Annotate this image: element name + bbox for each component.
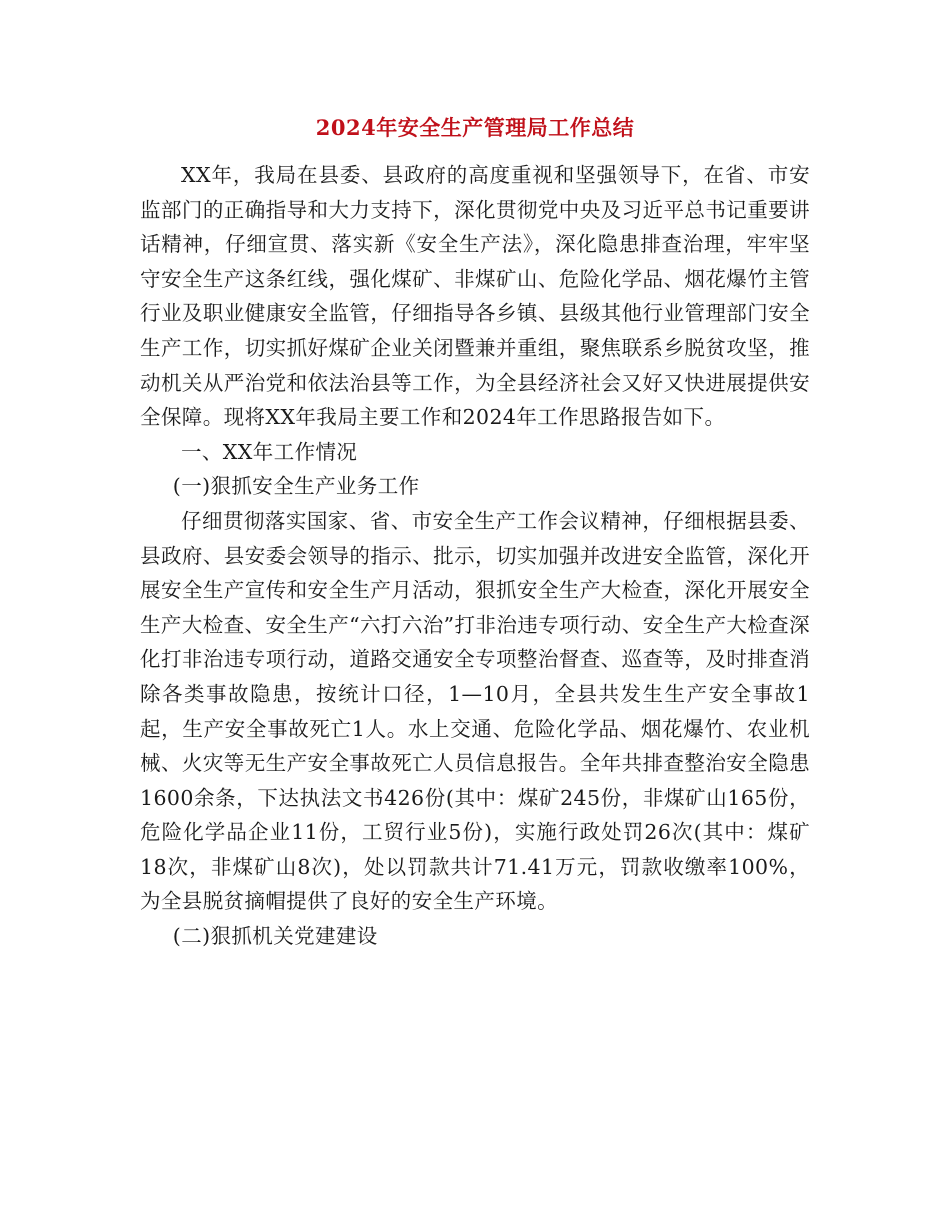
document-body xyxy=(140,158,810,954)
subsection-heading-1: (一)狠抓安全生产业务工作 xyxy=(172,474,420,499)
section-heading-1: 一、XX年工作情况 xyxy=(181,439,358,464)
subsection-heading-2: (二)狠抓机关党建建设 xyxy=(172,924,378,949)
document-title: 2024年安全生产管理局工作总结 xyxy=(315,115,635,140)
intro-paragraph: XX年，我局在县委、县政府的高度重视和坚强领导下，在省、市安监部门的正确指导和大力支持下，深化贯彻党中央及习近平总书记重要讲话精神，仔细宣贯、落实新《安全生产法》，深化隐患排查治理，牢牢坚守安全生产这条红线，强化煤矿、非煤矿山、危险化学品、烟花爆竹主管行业及职业健康安全监管，仔细指导各乡镇、县级其他行业管理部门安全生产工作，切实抓好煤矿企业关闭暨兼并重组，聚焦联系乡脱贫攻坚，推动机关从严治党和依法治县等工作，为全县经济社会又好又快进展提供安全保障。现将XX年我局主要工作和2024年工作思路报告如下。 xyxy=(140,163,810,430)
subsection-1-paragraph: 仔细贯彻落实国家、省、市安全生产工作会议精神，仔细根据县委、县政府、县安委会领导的指示、批示，切实加强并改进安全监管，深化开展安全生产宣传和安全生产月活动，狠抓安全生产大检查，深化开展安全生产大检查、安全生产“六打六治”打非治违专项行动、安全生产大检查深化打非治违专项行动，道路交通安全专项整治督查、巡查等，及时排查消除各类事故隐患，按统计口径，1—10月，全县共发生生产安全事故1起，生产安全事故死亡1人。水上交通、危险化学品、烟花爆竹、农业机械、火灾等无生产安全事故死亡人员信息报告。全年共排查整治安全隐患1600余条，下达执法文书426份(其中：煤矿245份，非煤矿山165份，危险化学品企业11份，工贸行业5份)，实施行政处罚26次(其中：煤矿18次，非煤矿山8次)，处以罚款共计71.41万元，罚款收缴率100%，为全县脱贫摘帽提供了良好的安全生产环境。 xyxy=(140,508,810,914)
document-page xyxy=(140,0,810,954)
